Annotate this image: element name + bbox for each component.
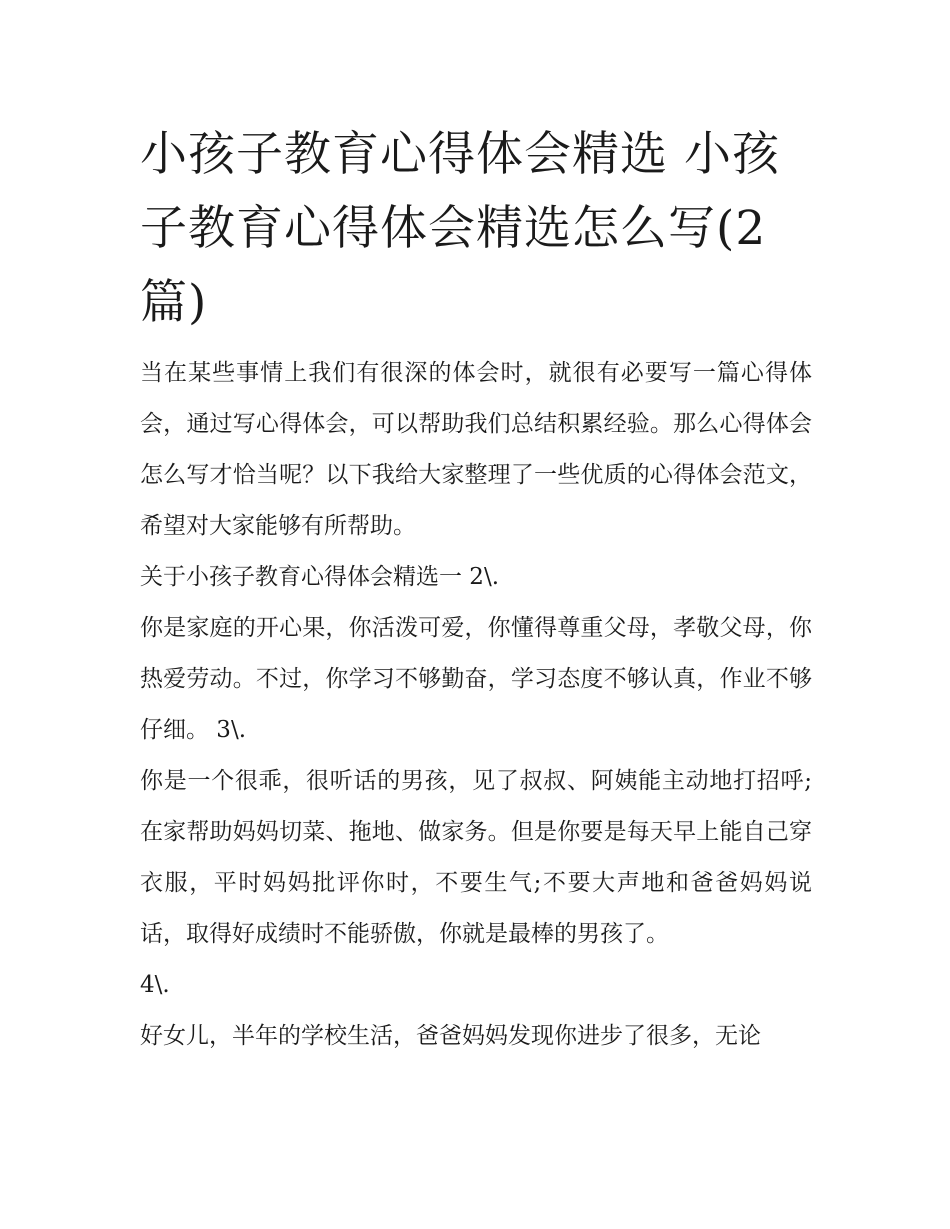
section-heading: 关于小孩子教育心得体会精选一 2\. bbox=[140, 564, 500, 590]
item-number: 4\. bbox=[140, 972, 170, 998]
document-page bbox=[140, 118, 812, 1062]
intro-paragraph: 当在某些事情上我们有很深的体会时，就很有必要写一篇心得体会，通过写心得体会，可以帮助我们总结积累经验。那么心得体会怎么写才恰当呢？以下我给大家整理了一些优质的心得体会范文，希望对大家能够有所帮助。 bbox=[140, 360, 812, 539]
body-paragraph: 你是家庭的开心果，你活泼可爱，你懂得尊重父母，孝敬父母，你热爱劳动。不过，你学习不够勤奋，学习态度不够认真，作业不够仔细。 3\. bbox=[140, 615, 812, 743]
body-paragraph: 好女儿，半年的学校生活，爸爸妈妈发现你进步了很多，无论 bbox=[140, 1023, 761, 1049]
body-paragraph: 你是一个很乖，很听话的男孩，见了叔叔、阿姨能主动地打招呼;在家帮助妈妈切菜、拖地、做家务。但是你要是每天早上能自己穿衣服，平时妈妈批评你时，不要生气;不要大声地和爸爸妈妈说话，取得好成绩时不能骄傲，你就是最棒的男孩了。 bbox=[140, 768, 812, 947]
document-title: 小孩子教育心得体会精选 小孩子教育心得体会精选怎么写(2篇) bbox=[140, 127, 780, 330]
